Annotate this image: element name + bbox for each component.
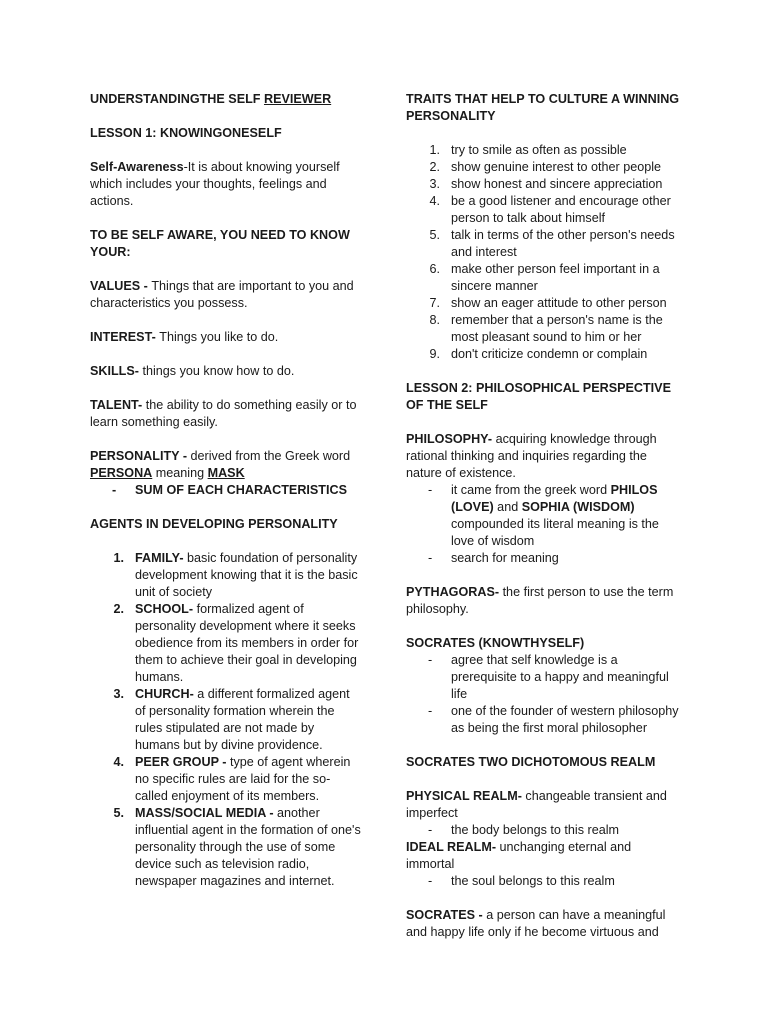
agent-number: 1. (113, 551, 124, 565)
physical-realm-bullet (406, 822, 682, 839)
bullet-dash: - (428, 551, 433, 565)
trait-number: 5. (429, 228, 440, 242)
self-awareness-text: -It is about knowing yourself which includes your thoughts, feelings and actions. (90, 160, 340, 208)
philosophy-term: PHILOSOPHY- (406, 432, 496, 446)
talent-term: TALENT- (90, 398, 146, 412)
trait-text: be a good listener and encourage other person to talk about himself (451, 194, 671, 225)
self-awareness-term: Self-Awareness (90, 160, 184, 174)
values-paragraph (90, 278, 362, 312)
personality-bullet (90, 482, 362, 499)
meaning-word: meaning (152, 466, 208, 480)
agent-text: another influential agent in the formation of one's personality through the use of some device such as television radio, newspaper magazines and internet. (135, 806, 361, 888)
agent-text: formalized agent of personality development where it seeks obedience from its members in order for them to achieve their goal in developing humans. (135, 602, 359, 684)
lesson2-heading: LESSON 2: PHILOSOPHICAL PERSPECTIVE OF THE SELF (406, 381, 671, 412)
pythagoras-paragraph (406, 584, 682, 618)
socrates-bullet-text: agree that self knowledge is a prerequisite to a happy and meaningful life (451, 653, 669, 701)
mask-word: MASK (207, 466, 245, 480)
agents-list (90, 550, 362, 890)
personality-bullet-text: SUM OF EACH CHARACTERISTICS (135, 483, 347, 497)
philosophy-bullet-text: and (493, 500, 522, 514)
agent-item (90, 686, 362, 754)
skills-term: SKILLS- (90, 364, 143, 378)
agent-term: FAMILY- (135, 551, 188, 565)
trait-number: 2. (429, 160, 440, 174)
talent-paragraph (90, 397, 362, 431)
agent-term: PEER GROUP - (135, 755, 230, 769)
right-column (406, 91, 682, 958)
socrates-bullet (406, 703, 682, 737)
philosophy-bullet (406, 550, 682, 567)
ideal-realm-bullet (406, 873, 682, 890)
physical-realm-term: PHYSICAL REALM- (406, 789, 526, 803)
physical-realm-bullet-text: the body belongs to this realm (451, 823, 620, 837)
trait-number: 1. (429, 143, 440, 157)
self-awareness-paragraph (90, 159, 362, 210)
socrates-final-term: SOCRATES - (406, 908, 487, 922)
trait-text: show honest and sincere appreciation (451, 177, 663, 191)
ideal-realm (406, 839, 682, 873)
philosophy-text: acquiring knowledge through rational thinking and inquiries regarding the nature of existence. (406, 432, 657, 480)
philosophy-bullet-text: search for meaning (451, 551, 559, 565)
trait-text: try to smile as often as possible (451, 143, 627, 157)
agent-number: 4. (113, 755, 124, 769)
document-title (90, 91, 362, 108)
philosophy-bullet-text: it came from the greek word (451, 483, 611, 497)
persona-word: PERSONA (90, 466, 153, 480)
agent-text: basic foundation of personality development knowing that it is the basic unit of society (135, 551, 358, 599)
interest-text: Things you like to do. (159, 330, 279, 344)
socrates-bullet (406, 652, 682, 703)
trait-text: remember that a person's name is the most pleasant sound to him or her (451, 313, 663, 344)
agent-number: 5. (113, 806, 124, 820)
socrates-bullet-text: one of the founder of western philosophy as being the first moral philosopher (451, 704, 679, 735)
traits-heading: TRAITS THAT HELP TO CULTURE A WINNING PERSONALITY (406, 92, 680, 123)
trait-item (406, 312, 682, 346)
title-text: UNDERSTANDINGTHE SELF (90, 92, 264, 106)
interest-term: INTEREST- (90, 330, 160, 344)
trait-number: 9. (429, 347, 440, 361)
agent-item (90, 601, 362, 686)
trait-item (406, 227, 682, 261)
agent-item (90, 805, 362, 890)
personality-term: PERSONALITY - (90, 449, 191, 463)
socrates-final-text: a person can have a meaningful and happy life only if he become virtuous and (406, 908, 666, 939)
ideal-realm-text: unchanging eternal and immortal (406, 840, 632, 871)
agent-item (90, 550, 362, 601)
trait-number: 3. (429, 177, 440, 191)
trait-item (406, 176, 682, 193)
skills-text: things you know how to do. (142, 364, 295, 378)
pythagoras-term: PYTHAGORAS- (406, 585, 503, 599)
trait-item (406, 346, 682, 363)
traits-list (406, 142, 682, 363)
agent-term: SCHOOL- (135, 602, 197, 616)
physical-realm-text: changeable transient and imperfect (406, 789, 667, 820)
philosophy-paragraph (406, 431, 682, 482)
skills-paragraph (90, 363, 362, 380)
lesson1-heading: LESSON 1: KNOWINGONESELF (90, 126, 282, 140)
personality-paragraph (90, 448, 362, 482)
trait-text: talk in terms of the other person's needs and interest (451, 228, 675, 259)
trait-item (406, 159, 682, 176)
trait-item (406, 142, 682, 159)
trait-text: don't criticize condemn or complain (451, 347, 648, 361)
interest-paragraph (90, 329, 362, 346)
trait-text: show an eager attitude to other person (451, 296, 667, 310)
bullet-dash: - (428, 704, 433, 718)
personality-text: derived from the Greek word (190, 449, 351, 463)
socrates-bullets (406, 652, 682, 737)
title-reviewer: REVIEWER (263, 92, 332, 106)
agent-term: MASS/SOCIAL MEDIA - (135, 806, 278, 820)
physical-realm (406, 788, 682, 822)
trait-item (406, 295, 682, 312)
philosophy-bullet (406, 482, 682, 550)
bullet-dash: - (428, 823, 433, 837)
agent-number: 2. (113, 602, 124, 616)
trait-number: 8. (429, 313, 440, 327)
philosophy-bullets (406, 482, 682, 567)
socrates-final-paragraph (406, 907, 682, 941)
bullet-dash: - (428, 874, 433, 888)
ideal-realm-term: IDEAL REALM- (406, 840, 500, 854)
agent-text: a different formalized agent of personality formation wherein the rules stipulated are not made by humans but by divine providence. (135, 687, 350, 752)
trait-number: 7. (429, 296, 440, 310)
agent-number: 3. (113, 687, 124, 701)
trait-text: show genuine interest to other people (451, 160, 662, 174)
ideal-realm-bullet-text: the soul belongs to this realm (451, 874, 615, 888)
bullet-dash: - (428, 483, 433, 497)
dichotomous-heading: SOCRATES TWO DICHOTOMOUS REALM (406, 755, 656, 769)
philosophy-bullet-text: compounded its literal meaning is the love of wisdom (451, 517, 659, 548)
sophia-term: SOPHIA (WISDOM) (521, 500, 635, 514)
agent-item (90, 754, 362, 805)
trait-number: 4. (429, 194, 440, 208)
trait-item (406, 193, 682, 227)
pythagoras-text: the first person to use the term philosophy. (406, 585, 674, 616)
socrates-heading: SOCRATES (KNOWTHYSELF) (406, 636, 585, 650)
self-aware-heading: TO BE SELF AWARE, YOU NEED TO KNOW YOUR: (90, 228, 350, 259)
agent-term: CHURCH- (135, 687, 198, 701)
agents-heading: AGENTS IN DEVELOPING PERSONALITY (90, 517, 338, 531)
philos-term: PHILOS (LOVE) (451, 483, 658, 514)
left-column (90, 91, 362, 907)
agent-text: type of agent wherein no specific rules are laid for the so-called enjoyment of its members. (135, 755, 351, 803)
bullet-dash: - (112, 483, 117, 497)
values-term: VALUES - (90, 279, 152, 293)
trait-number: 6. (429, 262, 440, 276)
trait-text: make other person feel important in a sincere manner (451, 262, 660, 293)
values-text: Things that are important to you and characteristics you possess. (90, 279, 354, 310)
talent-text: the ability to do something easily or to learn something easily. (90, 398, 357, 429)
bullet-dash: - (428, 653, 433, 667)
trait-item (406, 261, 682, 295)
